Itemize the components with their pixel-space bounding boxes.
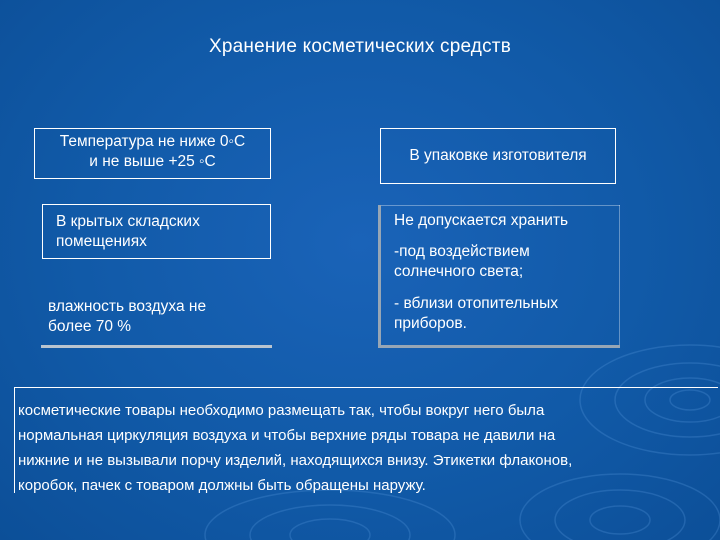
- humidity-line-1: влажность воздуха не: [48, 298, 207, 315]
- restriction-sunlight-line-2: солнечного света;: [394, 263, 524, 280]
- temperature-box: [34, 128, 271, 179]
- storage-line-2: помещениях: [56, 233, 147, 250]
- humidity-box: [42, 259, 271, 347]
- restriction-heaters-line-1: - вблизи отопительных: [394, 295, 558, 312]
- packaging-box: [380, 128, 616, 184]
- restriction-heaters-line-2: приборов.: [394, 315, 467, 332]
- humidity-line-2: более 70 %: [48, 318, 132, 335]
- slide-title: Хранение косметических средств: [209, 36, 511, 57]
- note-line-1: косметические товары необходимо размещать так, чтобы вокруг него была: [18, 402, 545, 419]
- storage-restrictions-box: [378, 205, 620, 348]
- temperature-line-2: и не выше +25 ◦С: [89, 153, 216, 170]
- storage-box: [42, 204, 271, 259]
- temperature-line-1: Температура не ниже 0◦С: [59, 133, 246, 150]
- restriction-sunlight-line-1: -под воздействием: [394, 243, 530, 260]
- placement-note: [14, 387, 718, 493]
- note-line-4: коробок, пачек с товаром должны быть обращены наружу.: [18, 477, 426, 494]
- note-line-2: нормальная циркуляция воздуха и чтобы верхние ряды товара не давили на: [18, 427, 556, 444]
- restrictions-heading: Не допускается хранить: [394, 212, 569, 229]
- packaging-text: В упаковке изготовителя: [409, 147, 587, 164]
- note-line-3: нижние и не вызывали порчу изделий, находящихся внизу. Этикетки флаконов,: [18, 452, 573, 469]
- storage-line-1: В крытых складских: [56, 213, 200, 230]
